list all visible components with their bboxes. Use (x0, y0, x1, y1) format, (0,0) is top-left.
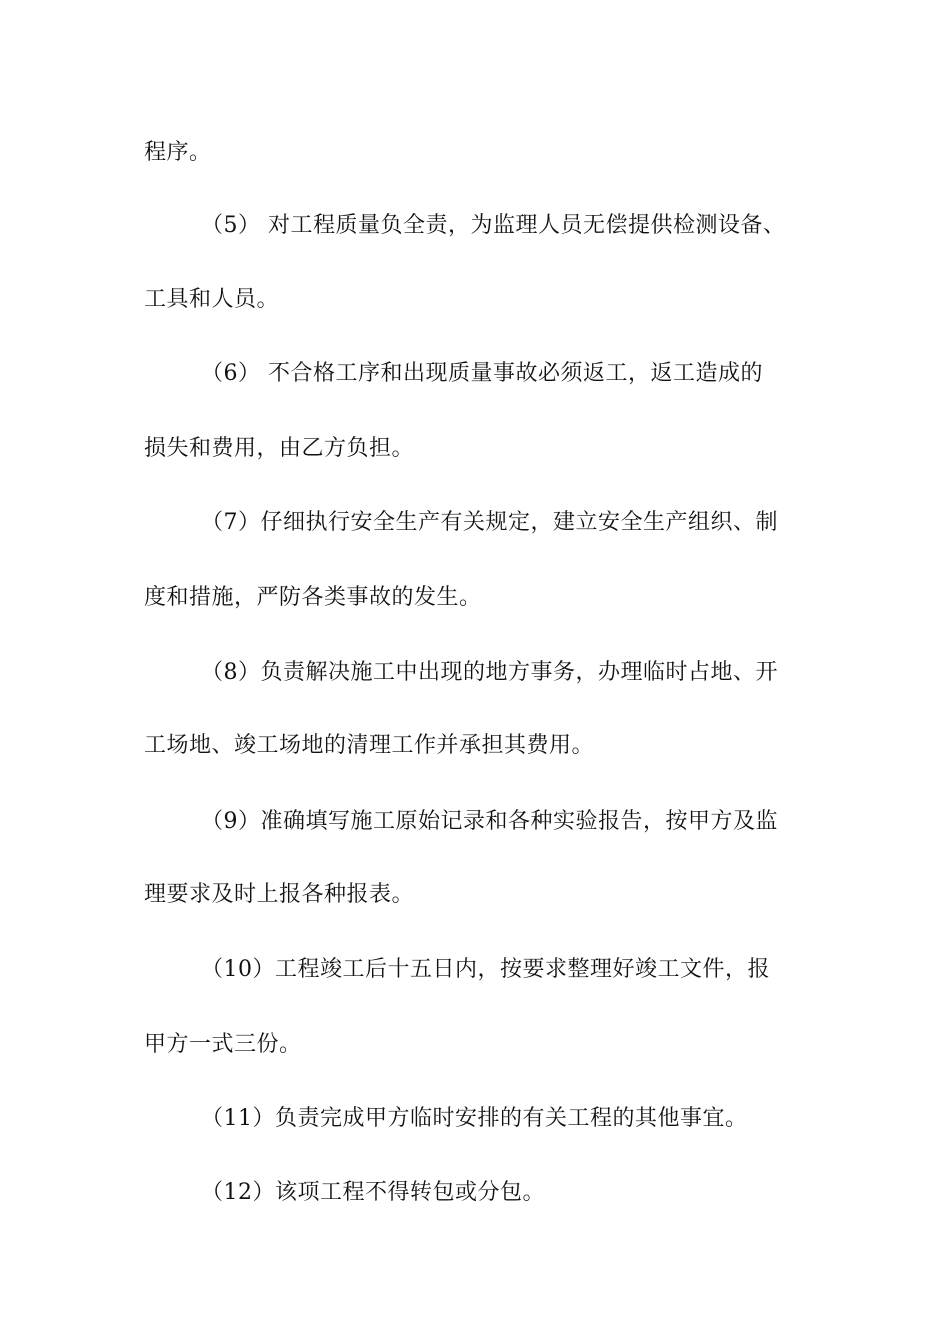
list-item-12: （12）该项工程不得转包或分包。 (201, 1180, 545, 1205)
text-line-continuation: 度和措施，严防各类事故的发生。 (144, 585, 482, 610)
text-line-continuation: 工具和人员。 (144, 287, 280, 312)
text-line-continuation: 损失和费用，由乙方负担。 (144, 436, 415, 461)
list-item-10: （10）工程竣工后十五日内，按要求整理好竣工文件，报 (201, 957, 770, 982)
list-item-5: （5） 对工程质量负全责，为监理人员无偿提供检测设备、 (201, 213, 786, 238)
list-item-6: （6） 不合格工序和出现质量事故必须返工，返工造成的 (201, 361, 763, 386)
list-item-9: （9）准确填写施工原始记录和各种实验报告，按甲方及监 (201, 809, 778, 834)
list-item-7: （7）仔细执行安全生产有关规定，建立安全生产组织、制 (201, 510, 778, 535)
text-line-continuation: 甲方一式三份。 (144, 1032, 302, 1057)
text-line-continuation: 程序。 (144, 140, 212, 165)
list-item-11: （11）负责完成甲方临时安排的有关工程的其他事宜。 (201, 1106, 748, 1131)
list-item-8: （8）负责解决施工中出现的地方事务，办理临时占地、开 (201, 660, 778, 685)
text-line-continuation: 工场地、竣工场地的清理工作并承担其费用。 (144, 733, 595, 758)
text-line-continuation: 理要求及时上报各种报表。 (144, 882, 415, 907)
